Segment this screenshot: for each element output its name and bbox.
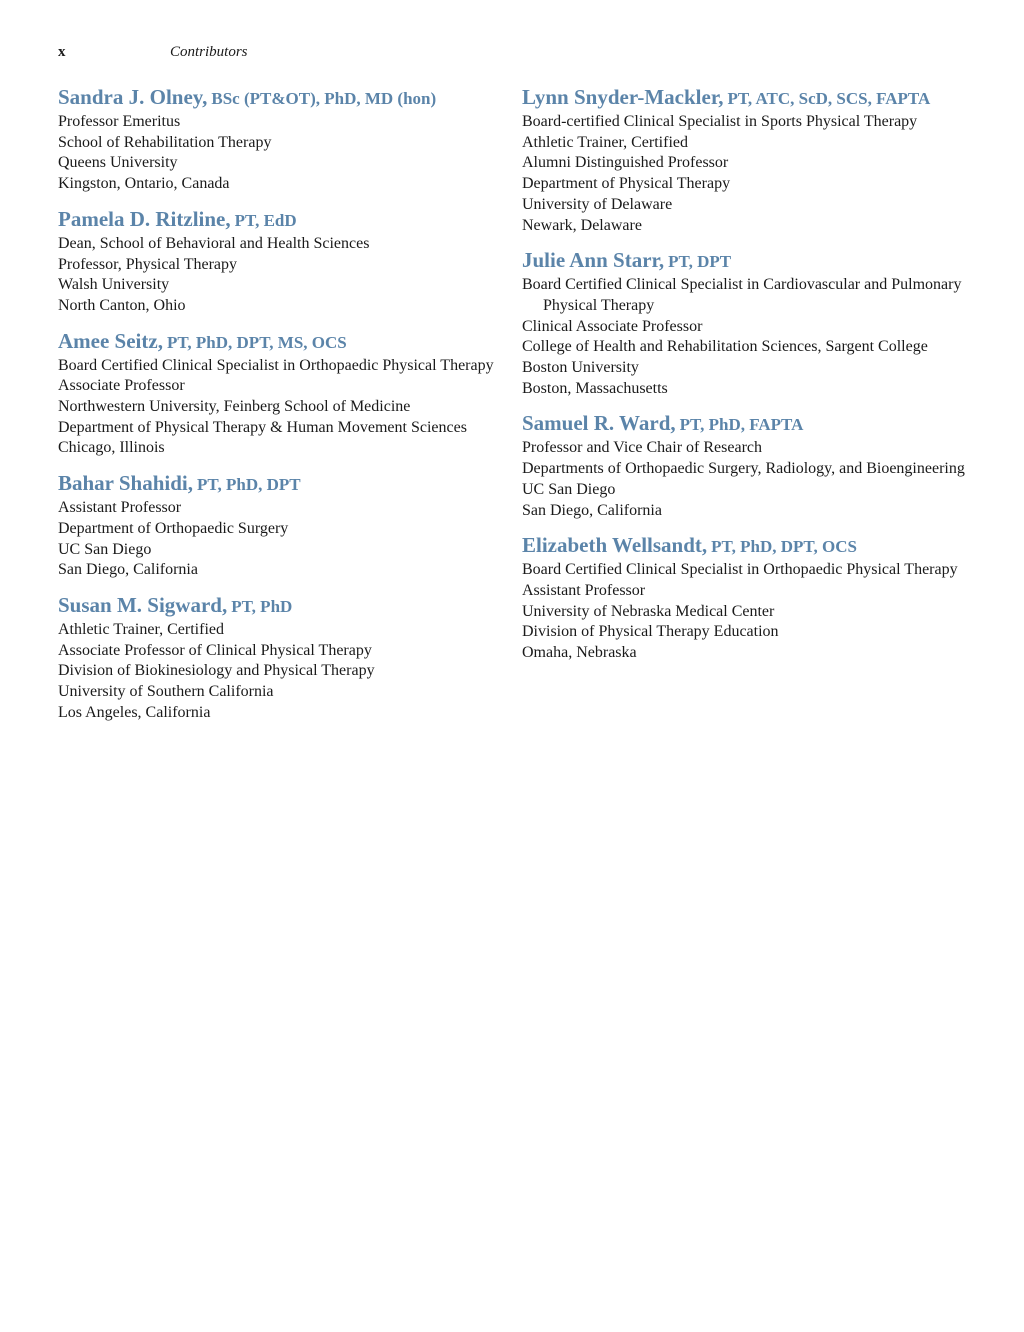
contributors-column-right bbox=[522, 85, 967, 676]
affiliation-line: College of Health and Rehabilitation Sciences, Sargent College bbox=[522, 338, 928, 356]
section-title: Contributors bbox=[170, 44, 248, 60]
running-head bbox=[58, 44, 248, 64]
contributor-credentials: PT, PhD, FAPTA bbox=[679, 415, 804, 435]
affiliation-line: San Diego, California bbox=[522, 501, 662, 519]
contributor-entry bbox=[58, 207, 498, 317]
contributor-credentials: PT, PhD, DPT, OCS bbox=[711, 537, 857, 557]
affiliation-line: University of Delaware bbox=[522, 195, 673, 213]
affiliation-line: Dean, School of Behavioral and Health Sciences bbox=[58, 234, 370, 252]
affiliation-line: Board Certified Clinical Specialist in Cardiovascular and Pulmonary Physical Therapy bbox=[522, 276, 962, 314]
affiliation-line: University of Nebraska Medical Center bbox=[522, 602, 775, 620]
affiliation-line: San Diego, California bbox=[58, 561, 198, 579]
contributor-entry bbox=[522, 533, 967, 664]
contributor-entry bbox=[522, 85, 967, 236]
contributor-entry bbox=[58, 593, 498, 724]
affiliation-line: Kingston, Ontario, Canada bbox=[58, 175, 230, 193]
affiliation-line: Assistant Professor bbox=[522, 581, 646, 599]
affiliation-line: Board-certified Clinical Specialist in Sports Physical Therapy bbox=[522, 113, 918, 130]
contributor-entry bbox=[58, 329, 498, 460]
contributor-name: Samuel R. Ward, bbox=[522, 411, 676, 436]
contributor-name: Amee Seitz, bbox=[58, 328, 163, 353]
contributor-heading bbox=[58, 593, 498, 620]
contributor-heading bbox=[58, 85, 498, 112]
affiliation-line: Associate Professor of Clinical Physical Therapy bbox=[58, 641, 372, 659]
affiliation-line: North Canton, Ohio bbox=[58, 296, 186, 314]
contributor-credentials: BSc (PT&OT), PhD, MD (hon) bbox=[211, 89, 437, 108]
affiliation-line: Walsh University bbox=[58, 276, 170, 294]
affiliation-line: Boston University bbox=[522, 359, 639, 377]
affiliation-line: Newark, Delaware bbox=[522, 216, 642, 234]
contributor-entry bbox=[58, 85, 498, 195]
affiliation-line: Clinical Associate Professor bbox=[522, 317, 703, 335]
contributor-heading bbox=[58, 329, 498, 356]
affiliation-line: Department of Orthopaedic Surgery bbox=[58, 519, 289, 537]
contributor-heading bbox=[522, 248, 967, 275]
affiliation-line: Northwestern University, Feinberg School of Medicine bbox=[58, 398, 411, 416]
contributor-credentials: PT, PhD, DPT bbox=[197, 475, 301, 495]
contributor-name: Sandra J. Olney, bbox=[58, 85, 208, 109]
contributor-heading bbox=[522, 411, 967, 438]
affiliation-line: UC San Diego bbox=[522, 480, 616, 498]
affiliation-line: School of Rehabilitation Therapy bbox=[58, 133, 272, 151]
affiliation-line: Board Certified Clinical Specialist in Orthopaedic Physical Therapy bbox=[58, 356, 494, 374]
affiliation-line: Departments of Orthopaedic Surgery, Radiology, and Bioengineering bbox=[522, 460, 965, 478]
affiliation-line: Boston, Massachusetts bbox=[522, 379, 668, 397]
contributor-heading bbox=[522, 85, 967, 112]
affiliation-line: University of Southern California bbox=[58, 683, 274, 701]
affiliation-line: Department of Physical Therapy bbox=[522, 175, 731, 193]
affiliation-line: Professor, Physical Therapy bbox=[58, 255, 238, 273]
affiliation-line: Athletic Trainer, Certified bbox=[522, 133, 688, 151]
affiliation-line: Omaha, Nebraska bbox=[522, 644, 637, 662]
contributors-column-left bbox=[58, 85, 498, 735]
affiliation-line: Los Angeles, California bbox=[58, 703, 211, 721]
affiliation-line: Professor and Vice Chair of Research bbox=[522, 439, 762, 457]
affiliation-line: Department of Physical Therapy & Human Movement Sciences bbox=[58, 418, 467, 436]
contributor-heading bbox=[58, 207, 498, 234]
contributor-credentials: PT, DPT bbox=[668, 252, 732, 272]
affiliation-line: Associate Professor bbox=[58, 377, 185, 395]
contributor-name: Elizabeth Wellsandt, bbox=[522, 533, 708, 558]
page-number: x bbox=[58, 44, 66, 60]
affiliation-line: Division of Physical Therapy Education bbox=[522, 623, 779, 641]
contributor-heading bbox=[58, 471, 498, 498]
affiliation-line: UC San Diego bbox=[58, 540, 152, 558]
contributor-heading bbox=[522, 533, 967, 560]
contributor-credentials: PT, ATC, ScD, SCS, FAPTA bbox=[727, 89, 931, 108]
contributor-entry bbox=[522, 248, 967, 399]
affiliation-line: Board Certified Clinical Specialist in Orthopaedic Physical Therapy bbox=[522, 561, 958, 579]
contributor-credentials: PT, PhD, DPT, MS, OCS bbox=[166, 332, 347, 352]
contributor-credentials: PT, EdD bbox=[234, 210, 297, 230]
affiliation-line: Queens University bbox=[58, 154, 178, 172]
contributor-name: Pamela D. Ritzline, bbox=[58, 206, 231, 231]
affiliation-line: Professor Emeritus bbox=[58, 113, 181, 130]
contributor-name: Lynn Snyder-Mackler, bbox=[522, 85, 724, 109]
affiliation-line: Alumni Distinguished Professor bbox=[522, 154, 729, 172]
contributor-name: Bahar Shahidi, bbox=[58, 471, 194, 496]
affiliation-line: Division of Biokinesiology and Physical Therapy bbox=[58, 662, 375, 680]
contributor-name: Julie Ann Starr, bbox=[522, 248, 665, 273]
contributor-entry bbox=[522, 411, 967, 521]
contributor-credentials: PT, PhD bbox=[231, 596, 293, 616]
affiliation-line: Athletic Trainer, Certified bbox=[58, 620, 224, 638]
contributor-entry bbox=[58, 471, 498, 581]
affiliation-line: Assistant Professor bbox=[58, 499, 182, 517]
contributor-name: Susan M. Sigward, bbox=[58, 592, 228, 617]
affiliation-line: Chicago, Illinois bbox=[58, 439, 165, 457]
